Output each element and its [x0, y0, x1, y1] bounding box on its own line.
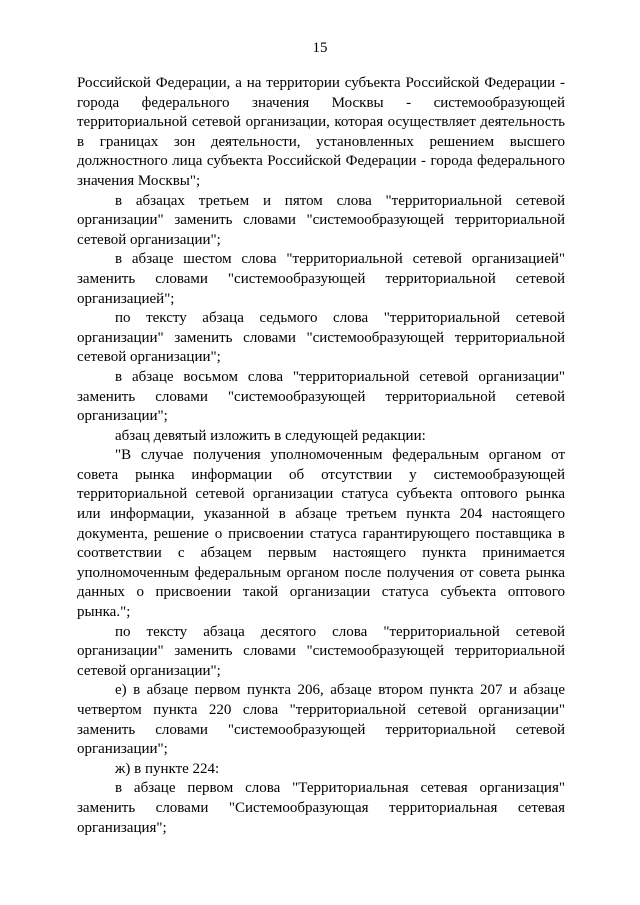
paragraph: в абзаце шестом слова "территориальной сетевой организацией" заменить словами "системообразующей территориальной сетевой организацией";	[77, 251, 565, 307]
paragraph: в абзаце первом слова "Территориальная сетевая организация" заменить словами "Системообразующая территориальная сетевая организация";	[77, 780, 565, 836]
page-number: 15	[312, 40, 328, 56]
document-body	[77, 74, 565, 838]
paragraph-continuation: Российской Федерации, а на территории субъекта Российской Федерации - города федерального значения Москвы - системообразующей территориальной сетевой организации, которая осуществляет деятельность в границах зон деятельности, установленных решением высшего должностного лица субъекта Российской Федерации - города федерального значения Москвы";	[77, 75, 565, 189]
paragraph: абзац девятый изложить в следующей редакции:	[115, 427, 426, 444]
paragraph: в абзаце восьмом слова "территориальной сетевой организации" заменить словами "системообразующей территориальной сетевой организации";	[77, 368, 565, 425]
paragraph: в абзацах третьем и пятом слова "территориальной сетевой организации" заменить словами "системообразующей территориальной сетевой организации";	[77, 192, 565, 248]
quoted-paragraph: "В случае получения уполномоченным федеральным органом от совета рынка информации об отсутствии у системообразующей территориальной сетевой организации статуса субъекта оптового рынка или информации, указанной в абзаце третьем пункта 204 настоящего документа, решение о присвоении статуса гарантирующего поставщика в соответствии с абзацем первым настоящего пункта принимается уполномоченным федеральным органом после получения от совета рынка данных о присвоении такой организации статуса субъекта оптового рынка.";	[77, 447, 565, 621]
paragraph: по тексту абзаца седьмого слова "территориальной сетевой организации" заменить словами "системообразующей территориальной сетевой организации";	[77, 310, 565, 366]
paragraph: е) в абзаце первом пункта 206, абзаце втором пункта 207 и абзаце четвертом пункта 220 слова "территориальной сетевой организации" заменить словами "системообразующей территориальной сетевой организации";	[77, 682, 565, 758]
paragraph: по тексту абзаца десятого слова "территориальной сетевой организации" заменить словами "системообразующей территориальной сетевой организации";	[77, 623, 565, 679]
paragraph: ж) в пункте 224:	[115, 760, 220, 777]
